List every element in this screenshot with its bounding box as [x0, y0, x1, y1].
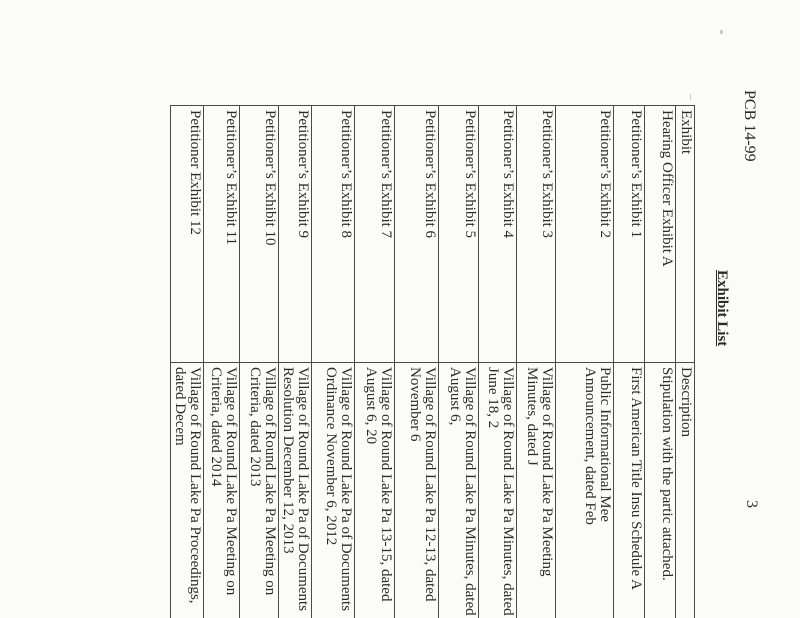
column-header-description: Description: [676, 363, 695, 618]
table-row: [479, 106, 517, 618]
table-row: [279, 106, 312, 618]
exhibit-description-cell: First American Title Insu Schedule A: [614, 363, 645, 618]
exhibit-description-cell: Village of Round Lake Pa of Documents Ordinance November 6, 2012: [312, 363, 355, 618]
exhibit-name-cell: Petitioner’s Exhibit 1: [614, 106, 645, 363]
table-row: [645, 106, 676, 618]
table-row: [204, 106, 240, 618]
exhibit-name-cell: Petitioner’s Exhibit 11: [204, 106, 240, 363]
exhibit-name-cell: Petitioner’s Exhibit 9: [279, 106, 312, 363]
exhibit-name-cell: Petitioner’s Exhibit 5: [439, 106, 479, 363]
table-row: [556, 106, 614, 618]
table-row: [355, 106, 395, 618]
table-row: [614, 106, 645, 618]
exhibit-name-cell: Petitioner’s Exhibit 8: [312, 106, 355, 363]
exhibit-name-cell: Hearing Officer Exhibit A: [645, 106, 676, 363]
exhibit-name-cell: Petitioner’s Exhibit 2: [556, 106, 614, 363]
exhibit-description-cell: Village of Round Lake Pa Minutes, dated June 18, 2: [479, 363, 517, 618]
table-row: [312, 106, 355, 618]
exhibit-description-cell: Village of Round Lake Pa Minutes, dated August 6,: [439, 363, 479, 618]
exhibit-name-cell: Petitioner’s Exhibit 4: [479, 106, 517, 363]
exhibit-description-cell: Village of Round Lake Pa of Documents Resolution December 12, 2013: [279, 363, 312, 618]
table-row: [439, 106, 479, 618]
exhibit-description-cell: Stipulation with the partic attached.: [645, 363, 676, 618]
exhibit-name-cell: Petitioner’s Exhibit 10: [240, 106, 279, 363]
exhibit-description-cell: Village of Round Lake Pa 12-13, dated November 6: [395, 363, 439, 618]
table-row: [395, 106, 439, 618]
table-header-row: [676, 106, 695, 618]
exhibit-description-cell: Village of Round Lake Pa Meeting Minutes, dated J: [517, 363, 556, 618]
exhibit-description-cell: Village of Round Lake Pa Proceedings, dated Decem: [171, 363, 204, 618]
table-row: [171, 106, 204, 618]
exhibit-name-cell: Petitioner’s Exhibit 7: [355, 106, 395, 363]
exhibit-name-cell: Petitioner’s Exhibit 3: [517, 106, 556, 363]
exhibit-name-cell: Petitioner’s Exhibit 6: [395, 106, 439, 363]
exhibit-table: [170, 105, 695, 618]
exhibit-list-title: Exhibit List: [714, 270, 730, 347]
table-row: [240, 106, 279, 618]
exhibit-description-cell: Village of Round Lake Pa 13-15, dated August 6, 20: [355, 363, 395, 618]
case-number: PCB 14-99: [741, 90, 758, 162]
table-row: [517, 106, 556, 618]
column-header-exhibit: Exhibit: [676, 106, 695, 363]
page-number: 3: [743, 500, 760, 508]
exhibit-description-cell: Village of Round Lake Pa Meeting on Criteria, dated 2013: [240, 363, 279, 618]
exhibit-description-cell: Public Informational Mee Announcement, dated Feb: [556, 363, 614, 618]
exhibit-name-cell: Petitioner Exhibit 12: [171, 106, 204, 363]
exhibit-description-cell: Village of Round Lake Pa Meeting on Criteria, dated 2014: [204, 363, 240, 618]
